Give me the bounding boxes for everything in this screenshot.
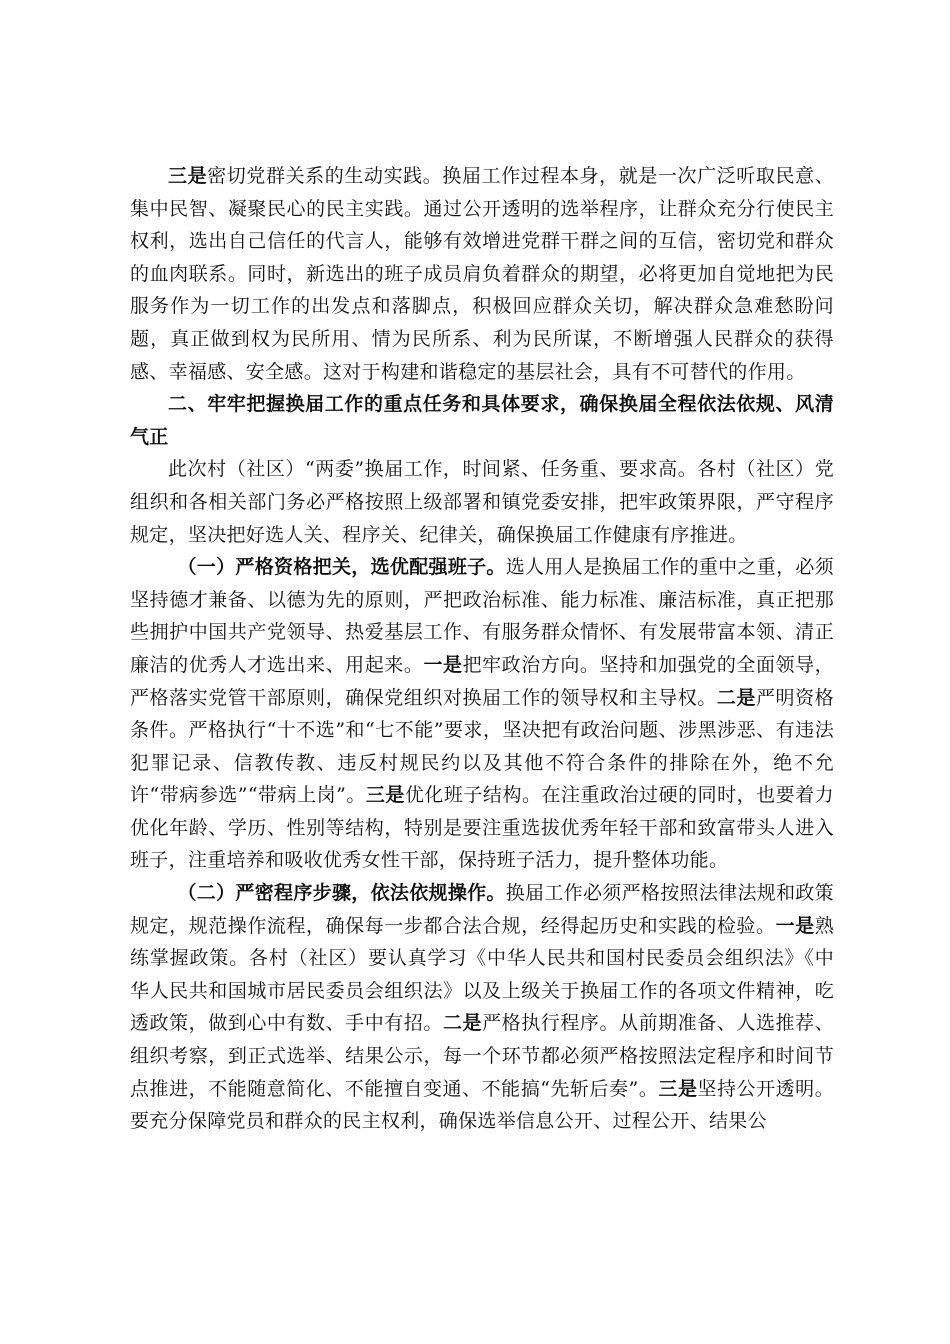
text-segment: 此次村（社区）“两委”换届工作，时间紧、任务重、要求高。各村（社区）党组织和各相关部门务必严格按照上级部署和镇党委安排，把牢政策界限，严守程序规定，坚决把好选人关、程序关、纪律关，确保换届工作健康有序推进。 [130, 458, 834, 546]
text-segment: 把牢政治方向。坚持和加强党的全面领导，严格落实党管干部原则，确保党组织对换届工作的领导权和主导权。 [130, 653, 834, 709]
text-segment: 密切党群关系的生动实践。换届工作过程本身，就是一次广泛听取民意、集中民智、凝聚民心的民主实践。通过公开透明的选举程序，让群众充分行使民主权利，选出自己信任的代言人，能够有效增进党群干群之间的互信，密切党和群众的血肉联系。同时，新选出的班子成员肩负着群众的期望，必将更加自觉地把为民服务作为一切工作的出发点和落脚点，积极回应群众关切，解决群众急难愁盼问题，真正做到权为民所用、情为民所系、利为民所谋，不断增强人民群众的获得感、幸福感、安全感。这对于构建和谐稳定的基层社会，具有不可替代的作用。 [130, 165, 834, 383]
paragraph-3 [130, 551, 834, 877]
paragraph-2 [130, 453, 834, 551]
text-segment: 选人用人是换届工作的重中之重，必须坚持德才兼备、以德为先的原则，严把政治标准、能力标准、廉洁标准，真正把那些拥护中国共产党领导、热爱基层工作、有服务群众情怀、有发展带富本领、清正廉洁的优秀人才选出来、用起来。 [130, 556, 834, 676]
text-segment: 三是 [168, 165, 208, 187]
text-segment: 换届工作必须严格按照法律法规和政策规定，规范操作流程，确保每一步都合法合规，经得起历史和实践的检验。 [130, 882, 834, 937]
text-segment: 二是 [716, 686, 756, 709]
text-segment: 三是 [658, 1077, 698, 1100]
text-segment: 严明资格条件。严格执行“十不选”和“七不能”要求，坚决把有政治问题、涉黑涉恶、有违法犯罪记录、信教传教、违反村规民约以及其他不符合条件的排除在外，绝不允许“带病参选”“带病上岗”。 [130, 686, 834, 807]
text-segment: 坚持公开透明。要充分保障党员和群众的民主权利，确保选举信息公开、过程公开、结果公 [130, 1077, 834, 1133]
heading-text: 二、牢牢把握换届工作的重点任务和具体要求，确保换届全程依法依规、风清气正 [130, 393, 834, 448]
text-segment: 严格执行程序。从前期准备、人选推荐、组织考察，到正式选举、结果公示，每一个环节都必须严格按照法定程序和时间节点推进，不能随意简化、不能擅自变通、不能搞“先斩后奏”。 [130, 1012, 834, 1100]
text-segment: 三是 [365, 784, 405, 807]
subheading: （二）严密程序步骤，依法依规操作。 [177, 882, 506, 905]
text-segment: 二是 [443, 1012, 483, 1035]
paragraph-4 [130, 877, 834, 1138]
text-segment: 一是 [423, 653, 463, 676]
subheading: （一）严格资格把关，选优配强班子。 [177, 556, 506, 579]
section-heading [130, 388, 834, 453]
paragraph-1 [130, 160, 834, 388]
document-page [130, 160, 834, 1138]
text-segment: 一是 [775, 914, 815, 937]
text-segment: 优化班子结构。在注重政治过硬的同时，也要着力优化年龄、学历、性别等结构，特别是要注重选拔优秀年轻干部和致富带头人进入班子，注重培养和吸收优秀女性干部，保持班子活力，提升整体功能。 [130, 784, 834, 872]
text-segment: 熟练掌握政策。各村（社区）要认真学习《中华人民共和国村民委员会组织法》《中华人民共和国城市居民委员会组织法》以及上级关于换届工作的各项文件精神，吃透政策，做到心中有数、手中有招。 [130, 914, 834, 1035]
